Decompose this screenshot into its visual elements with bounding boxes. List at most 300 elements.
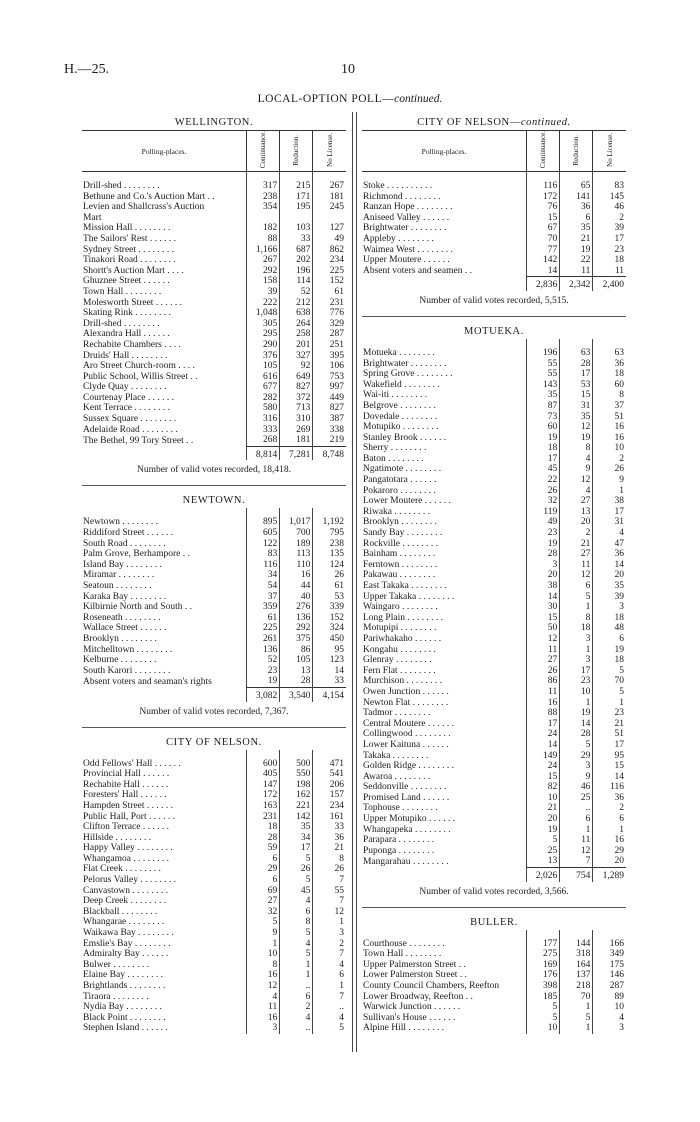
no-license-votes: 245 bbox=[313, 202, 346, 213]
polling-place: Sherry . . . . . . . . bbox=[363, 443, 427, 454]
no-license-votes: 234 bbox=[313, 255, 346, 266]
table-row bbox=[82, 666, 346, 677]
table-row bbox=[82, 372, 346, 383]
continuance-votes: 10 bbox=[247, 949, 280, 960]
continuance-votes: 3 bbox=[247, 1023, 280, 1034]
continuance-votes: 169 bbox=[527, 960, 560, 971]
continuance-votes: 55 bbox=[527, 359, 560, 370]
table-row bbox=[82, 970, 346, 981]
table-row bbox=[362, 698, 626, 709]
polling-place: Murchison . . . . . . . . bbox=[363, 676, 443, 687]
continuance-votes: 19 bbox=[247, 676, 280, 687]
section-title: WELLINGTON. bbox=[174, 117, 254, 128]
no-license-votes: 181 bbox=[313, 192, 346, 203]
table-row bbox=[82, 382, 346, 393]
section-title: NEWTOWN. bbox=[182, 495, 246, 507]
table-row bbox=[362, 581, 626, 592]
no-license-votes: 287 bbox=[593, 981, 626, 992]
reduction-votes: 15 bbox=[560, 390, 593, 401]
continuance-votes: 18 bbox=[527, 443, 560, 454]
polling-place: Puponga . . . . . . . . bbox=[363, 845, 435, 856]
no-license-votes: 39 bbox=[593, 592, 626, 603]
table-row bbox=[362, 339, 626, 359]
reduction-votes: 700 bbox=[280, 528, 313, 539]
table-row bbox=[82, 329, 346, 340]
reduction-votes: 137 bbox=[560, 970, 593, 981]
continuance-votes: 14 bbox=[527, 592, 560, 603]
reduction-votes: 3 bbox=[560, 634, 593, 645]
no-license-votes: 116 bbox=[593, 782, 626, 793]
total-label bbox=[362, 868, 527, 882]
no-license-votes: 175 bbox=[593, 960, 626, 971]
table-row bbox=[362, 740, 626, 751]
reduction-votes: 687 bbox=[280, 245, 313, 256]
polling-place: Clyde Quay . . . . . . . . bbox=[83, 382, 167, 393]
reduction-votes: 92 bbox=[280, 361, 313, 372]
reduction-votes: 12 bbox=[560, 846, 593, 857]
no-license-votes: 36 bbox=[593, 793, 626, 804]
reduction-votes: 638 bbox=[280, 308, 313, 319]
reduction-votes: 1 bbox=[560, 602, 593, 613]
reduction-votes: 8 bbox=[280, 917, 313, 928]
continuance-votes: 12 bbox=[527, 634, 560, 645]
continuance-votes: 354 bbox=[247, 202, 280, 213]
polling-place: Parapara . . . . . . . . bbox=[363, 835, 435, 846]
valid-votes-note: Number of valid votes recorded, 5,515. bbox=[419, 295, 569, 306]
polling-place: Motupiko . . . . . . . . bbox=[363, 422, 439, 433]
continuance-votes: 24 bbox=[527, 729, 560, 740]
no-license-votes: 51 bbox=[593, 729, 626, 740]
reduction-votes: 196 bbox=[280, 266, 313, 277]
table-row bbox=[82, 769, 346, 780]
no-license-votes: 6 bbox=[593, 634, 626, 645]
table-row bbox=[362, 401, 626, 412]
no-license-votes: 219 bbox=[313, 435, 346, 446]
table-row bbox=[362, 359, 626, 370]
reduction-votes: 53 bbox=[560, 380, 593, 391]
total-continuance: 2,026 bbox=[527, 868, 560, 882]
no-license-votes: 95 bbox=[313, 645, 346, 656]
no-license-votes: 7 bbox=[313, 875, 346, 886]
continuance-votes: 677 bbox=[247, 382, 280, 393]
continuance-votes: 38 bbox=[527, 581, 560, 592]
polling-place: Molesworth Street . . . . . . bbox=[83, 297, 182, 308]
no-license-votes: 862 bbox=[313, 245, 346, 256]
polling-place: Takaka . . . . . . . . bbox=[363, 750, 429, 761]
no-license-votes: 1,192 bbox=[313, 508, 346, 528]
continuance-votes: 292 bbox=[247, 266, 280, 277]
reduction-votes: 18 bbox=[560, 623, 593, 634]
polling-place: Promised Land . . . . . . bbox=[363, 792, 450, 803]
continuance-votes: 15 bbox=[527, 772, 560, 783]
no-license-votes: 7 bbox=[313, 949, 346, 960]
table-row bbox=[362, 369, 626, 380]
table-row bbox=[82, 896, 346, 907]
reduction-votes: 4 bbox=[560, 454, 593, 465]
no-license-votes: 541 bbox=[313, 769, 346, 780]
reduction-votes: 5 bbox=[560, 740, 593, 751]
continuance-votes: 177 bbox=[527, 930, 560, 950]
no-license-votes: 15 bbox=[593, 761, 626, 772]
no-license-votes: 2 bbox=[313, 939, 346, 950]
section-title: CITY OF NELSON—continued. bbox=[417, 117, 571, 128]
table-row bbox=[362, 666, 626, 677]
table-row bbox=[362, 213, 626, 224]
no-license-votes: 387 bbox=[313, 414, 346, 425]
total-row bbox=[362, 277, 626, 291]
no-license-votes: 35 bbox=[593, 581, 626, 592]
table-row bbox=[362, 634, 626, 645]
continuance-votes: 88 bbox=[247, 234, 280, 245]
table-row bbox=[82, 266, 346, 277]
continuance-votes: 163 bbox=[247, 801, 280, 812]
continuance-votes: 27 bbox=[247, 896, 280, 907]
no-license-votes: 4 bbox=[593, 528, 626, 539]
section-title: CITY OF NELSON. bbox=[166, 736, 262, 748]
reduction-votes: .. bbox=[280, 981, 313, 992]
continuance-votes: 176 bbox=[527, 970, 560, 981]
continuance-votes: 10 bbox=[527, 793, 560, 804]
polling-place: Lower Moutere . . . . . . bbox=[363, 496, 451, 507]
continuance-votes: 1,048 bbox=[247, 308, 280, 319]
polling-place: Mission Hall . . . . . . . . bbox=[83, 223, 171, 234]
polling-place: Waikawa Bay . . . . . . . . bbox=[83, 928, 174, 939]
polling-place: Aniseed Valley . . . . . . bbox=[363, 212, 450, 223]
table-row bbox=[82, 790, 346, 801]
reduction-votes: 6 bbox=[280, 907, 313, 918]
continuance-votes: 19 bbox=[527, 825, 560, 836]
polling-place: Ngatimote . . . . . . . . bbox=[363, 464, 442, 475]
reduction-votes: 28 bbox=[560, 729, 593, 740]
polling-place: Seddonville . . . . . . . . bbox=[363, 782, 447, 793]
table-row bbox=[82, 549, 346, 560]
reduction-votes: 113 bbox=[280, 549, 313, 560]
continuance-votes: 333 bbox=[247, 425, 280, 436]
reduction-votes: 46 bbox=[560, 782, 593, 793]
polling-place: The Bethel, 99 Tory Street . . bbox=[83, 435, 194, 446]
continuance-votes: 172 bbox=[527, 192, 560, 203]
reduction-votes: 23 bbox=[560, 676, 593, 687]
total-reduction: 7,281 bbox=[280, 446, 313, 460]
polling-place: Rockville . . . . . . . . bbox=[363, 538, 438, 549]
no-license-votes: 95 bbox=[593, 751, 626, 762]
reduction-votes: 375 bbox=[280, 634, 313, 645]
reduction-votes: 26 bbox=[280, 864, 313, 875]
table-row bbox=[82, 780, 346, 791]
polling-place: Lower Kaituna . . . . . . bbox=[363, 739, 449, 750]
reduction-votes: 2 bbox=[280, 1002, 313, 1013]
table-row bbox=[82, 287, 346, 298]
continuance-votes: 77 bbox=[527, 245, 560, 256]
poll-table bbox=[362, 130, 626, 291]
polling-place: Kongahu . . . . . . . . bbox=[363, 644, 436, 655]
reduction-votes: 4 bbox=[560, 486, 593, 497]
no-license-votes: 6 bbox=[593, 814, 626, 825]
continuance-votes: 11 bbox=[527, 645, 560, 656]
no-license-votes: 1 bbox=[593, 486, 626, 497]
polling-place: Mangarahau . . . . . . . . bbox=[363, 856, 449, 867]
table-row bbox=[362, 422, 626, 433]
continuance-votes: 359 bbox=[247, 602, 280, 613]
no-license-votes: 31 bbox=[593, 517, 626, 528]
continuance-votes: 4 bbox=[247, 992, 280, 1003]
continuance-votes: 142 bbox=[527, 255, 560, 266]
polling-place: Nydia Bay . . . . . . . . bbox=[83, 1002, 162, 1013]
continuance-votes: 282 bbox=[247, 393, 280, 404]
polling-place: Absent voters and seamen . . bbox=[363, 266, 472, 276]
continuance-votes: 20 bbox=[527, 570, 560, 581]
continuance-votes: 580 bbox=[247, 403, 280, 414]
reduction-votes: 114 bbox=[280, 276, 313, 287]
table-row bbox=[362, 1023, 626, 1034]
continuance-votes: 15 bbox=[527, 213, 560, 224]
no-license-votes: 7 bbox=[313, 992, 346, 1003]
continuance-votes: 5 bbox=[527, 1013, 560, 1024]
district-section bbox=[362, 907, 626, 1034]
no-license-votes: 753 bbox=[313, 372, 346, 383]
table-row bbox=[362, 846, 626, 857]
reduction-votes: 6 bbox=[280, 992, 313, 1003]
reduction-votes: 292 bbox=[280, 623, 313, 634]
table-row bbox=[82, 875, 346, 886]
reduction-votes: 27 bbox=[560, 496, 593, 507]
polling-place: Brooklyn . . . . . . . . bbox=[83, 633, 157, 644]
poll-table bbox=[82, 130, 346, 460]
table-row bbox=[362, 676, 626, 687]
polling-place: Miramar . . . . . . . . bbox=[83, 570, 155, 581]
total-row bbox=[82, 446, 346, 460]
polling-place: Tinakori Road . . . . . . . . bbox=[83, 255, 176, 266]
continuance-votes: 261 bbox=[247, 634, 280, 645]
table-row bbox=[362, 517, 626, 528]
reduction-votes: 201 bbox=[280, 340, 313, 351]
continuance-votes: 149 bbox=[527, 751, 560, 762]
no-license-votes: 20 bbox=[593, 856, 626, 867]
table-row bbox=[82, 308, 346, 319]
title-continued: continued. bbox=[520, 117, 571, 128]
reduction-votes: 63 bbox=[560, 339, 593, 359]
no-license-votes: 61 bbox=[313, 581, 346, 592]
polling-place: Seatoun . . . . . . . . bbox=[83, 581, 152, 591]
polling-place: Baton . . . . . . . . bbox=[363, 453, 424, 464]
continuance-votes: 54 bbox=[247, 581, 280, 592]
continuance-votes: 398 bbox=[527, 981, 560, 992]
continuance-votes: 6 bbox=[247, 854, 280, 865]
no-license-votes: 18 bbox=[593, 255, 626, 266]
reduction-votes: 9 bbox=[560, 772, 593, 783]
reduction-votes: .. bbox=[560, 803, 593, 814]
polling-place: Courtenay Place . . . . . . bbox=[83, 392, 175, 403]
reduction-votes: 1 bbox=[280, 970, 313, 981]
no-license-votes: 795 bbox=[313, 528, 346, 539]
table-row bbox=[82, 570, 346, 581]
no-license-votes: 51 bbox=[593, 412, 626, 423]
reduction-votes: 4 bbox=[280, 939, 313, 950]
no-license-votes: 29 bbox=[593, 846, 626, 857]
continuance-votes: 76 bbox=[527, 202, 560, 213]
continuance-votes: 19 bbox=[527, 539, 560, 550]
polling-place: Admiralty Bay . . . . . . bbox=[83, 949, 169, 960]
reduction-votes: 6 bbox=[560, 581, 593, 592]
table-row bbox=[362, 202, 626, 213]
header-label: Reduction. bbox=[292, 134, 301, 166]
section-rule bbox=[82, 727, 346, 728]
polling-place: Whangarae . . . . . . . . bbox=[83, 917, 165, 928]
reduction-votes: 318 bbox=[560, 949, 593, 960]
header-label: No License. bbox=[325, 133, 334, 167]
polling-place: Palm Grove, Berhampore . . bbox=[83, 549, 190, 560]
no-license-votes: 1 bbox=[593, 825, 626, 836]
reduction-votes: 2 bbox=[560, 528, 593, 539]
reduction-votes bbox=[280, 213, 313, 224]
reduction-votes: 827 bbox=[280, 382, 313, 393]
no-license-votes: 60 bbox=[593, 380, 626, 391]
reduction-votes: 3 bbox=[560, 761, 593, 772]
polling-place: Lower Palmerston Street . . bbox=[363, 970, 467, 981]
polling-place: Stephen Island . . . . . . bbox=[83, 1023, 168, 1034]
left-column bbox=[82, 112, 346, 1034]
continuance-votes: 225 bbox=[247, 623, 280, 634]
table-row bbox=[362, 528, 626, 539]
valid-votes-note: Number of valid votes recorded, 7,367. bbox=[139, 706, 289, 717]
continuance-votes: 55 bbox=[527, 369, 560, 380]
table-row bbox=[362, 192, 626, 203]
polling-place: Kilbirnie North and South . . bbox=[83, 602, 192, 613]
no-license-votes: 10 bbox=[593, 443, 626, 454]
table-row bbox=[362, 825, 626, 836]
reduction-votes: 5 bbox=[280, 854, 313, 865]
table-row bbox=[362, 645, 626, 656]
header-label: Continuance. bbox=[539, 131, 548, 169]
polling-place: County Council Chambers, Reefton bbox=[363, 981, 500, 991]
continuance-votes: 28 bbox=[527, 549, 560, 560]
reduction-votes: 20 bbox=[560, 517, 593, 528]
no-license-votes: 4 bbox=[593, 1013, 626, 1024]
no-license-votes: 4 bbox=[313, 960, 346, 971]
table-row bbox=[82, 623, 346, 634]
polling-place: Alpine Hill . . . . . . . . bbox=[363, 1023, 445, 1034]
polling-place: Druids' Hall . . . . . . . . bbox=[83, 350, 168, 361]
no-license-votes: 206 bbox=[313, 780, 346, 791]
table-row bbox=[362, 234, 626, 245]
table-row bbox=[362, 464, 626, 475]
continuance-votes: 196 bbox=[527, 339, 560, 359]
reduction-votes: 3 bbox=[560, 655, 593, 666]
table-row bbox=[82, 298, 346, 309]
reduction-votes: 136 bbox=[280, 613, 313, 624]
reduction-votes: 28 bbox=[560, 359, 593, 370]
no-license-votes: 12 bbox=[313, 907, 346, 918]
table-row bbox=[362, 443, 626, 454]
reduction-votes: 21 bbox=[560, 234, 593, 245]
table-row bbox=[82, 992, 346, 1003]
polling-place: Blackball . . . . . . . . bbox=[83, 906, 158, 917]
continuance-votes: 19 bbox=[527, 433, 560, 444]
no-license-votes: 17 bbox=[593, 740, 626, 751]
polling-place: Hillside . . . . . . . . bbox=[83, 832, 152, 843]
polling-place: Skating Rink . . . . . . . . bbox=[83, 308, 171, 319]
continuance-votes: 88 bbox=[527, 708, 560, 719]
table-row bbox=[82, 393, 346, 404]
table-row bbox=[362, 486, 626, 497]
polling-place: Warwick Junction . . . . . . bbox=[363, 1002, 461, 1013]
polling-place: Pakawau . . . . . . . . bbox=[363, 570, 436, 581]
polling-place: Appleby . . . . . . . . bbox=[363, 233, 434, 244]
polling-place: Wakefield . . . . . . . . bbox=[363, 379, 440, 390]
table-row bbox=[362, 814, 626, 825]
continuance-votes: 83 bbox=[247, 549, 280, 560]
header-r bbox=[560, 131, 593, 172]
no-license-votes: 157 bbox=[313, 790, 346, 801]
continuance-votes: 60 bbox=[527, 422, 560, 433]
table-row bbox=[362, 549, 626, 560]
page-title: LOCAL-OPTION POLL—continued. bbox=[257, 93, 443, 105]
polling-place: Stanley Brook . . . . . . bbox=[363, 432, 447, 443]
table-row bbox=[82, 613, 346, 624]
table-row bbox=[82, 949, 346, 960]
no-license-votes: 124 bbox=[313, 560, 346, 571]
table-row bbox=[362, 960, 626, 971]
reduction-votes: 65 bbox=[560, 172, 593, 192]
no-license-votes: 11 bbox=[593, 266, 626, 277]
no-license-votes: 324 bbox=[313, 623, 346, 634]
table-row bbox=[82, 939, 346, 950]
reduction-votes: 327 bbox=[280, 351, 313, 362]
polling-place: Rechabite Chambers . . . . bbox=[83, 339, 181, 350]
total-reduction: 3,540 bbox=[280, 687, 313, 701]
table-row bbox=[362, 623, 626, 634]
polling-place: Adelaide Road . . . . . . . . bbox=[83, 424, 178, 435]
no-license-votes: 19 bbox=[593, 645, 626, 656]
polling-place: Tadmor . . . . . . . . bbox=[363, 708, 431, 719]
polling-place: Canvastown . . . . . . . . bbox=[83, 885, 168, 896]
reduction-votes: 8 bbox=[560, 613, 593, 624]
polling-place: Island Bay . . . . . . . . bbox=[83, 559, 162, 570]
continuance-votes: 34 bbox=[247, 570, 280, 581]
continuance-votes: 82 bbox=[527, 782, 560, 793]
reduction-votes: 13 bbox=[560, 507, 593, 518]
reduction-votes: 12 bbox=[560, 570, 593, 581]
table-row bbox=[362, 761, 626, 772]
no-license-votes: 47 bbox=[593, 539, 626, 550]
continuance-votes: 23 bbox=[527, 528, 560, 539]
continuance-votes: 305 bbox=[247, 319, 280, 330]
no-license-votes: .. bbox=[313, 1002, 346, 1013]
table-row bbox=[362, 570, 626, 581]
table-row bbox=[362, 687, 626, 698]
table-row bbox=[362, 772, 626, 783]
polling-place: Brightwater . . . . . . . . bbox=[363, 223, 447, 234]
no-license-votes: 48 bbox=[593, 623, 626, 634]
reduction-votes: 16 bbox=[280, 570, 313, 581]
no-license-votes: 8 bbox=[593, 390, 626, 401]
polling-place: Ranzan Hope . . . . . . . . bbox=[363, 202, 453, 213]
no-license-votes: 238 bbox=[313, 539, 346, 550]
no-license-votes: 39 bbox=[593, 223, 626, 234]
continuance-votes: 122 bbox=[247, 539, 280, 550]
continuance-votes: 158 bbox=[247, 276, 280, 287]
table-row bbox=[362, 751, 626, 762]
continuance-votes: 11 bbox=[247, 1002, 280, 1013]
continuance-votes: 105 bbox=[247, 361, 280, 372]
polling-place: Flat Creek . . . . . . . . bbox=[83, 864, 161, 875]
table-row bbox=[362, 856, 626, 867]
continuance-votes: 119 bbox=[527, 507, 560, 518]
no-license-votes: 287 bbox=[313, 329, 346, 340]
continuance-votes: 69 bbox=[247, 886, 280, 897]
polling-place: Tophouse . . . . . . . . bbox=[363, 803, 438, 814]
no-license-votes: 3 bbox=[593, 602, 626, 613]
